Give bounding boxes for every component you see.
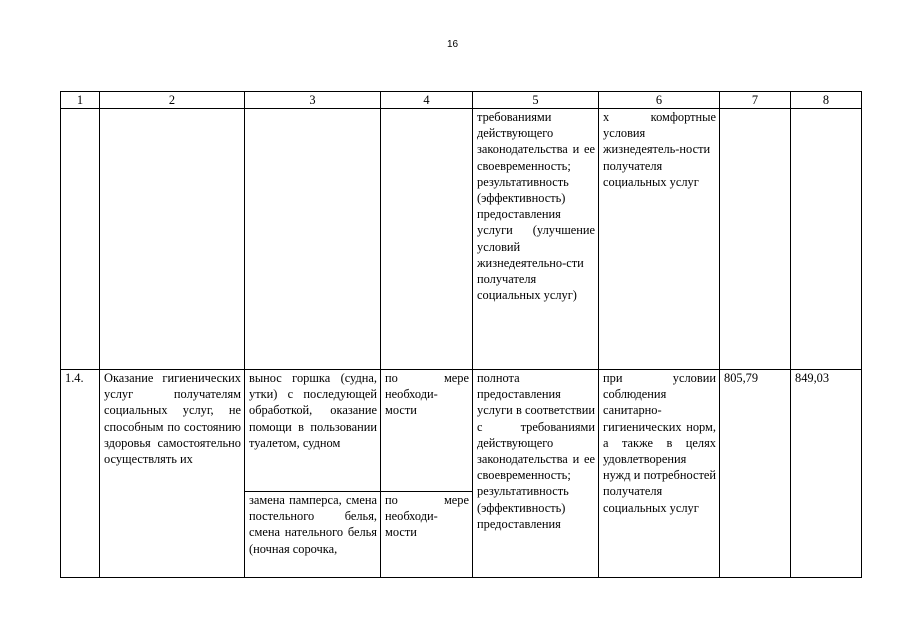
continuation-row xyxy=(61,109,862,370)
sub-service-1-desc: вынос горшка (судна, утки) с последующей обработкой, оказание помощи в пользовании туалетом, судном xyxy=(245,370,380,492)
services-table xyxy=(60,91,862,578)
sub-service-1-freq: по мере необходи-мости xyxy=(381,370,472,492)
header-cell: 4 xyxy=(381,92,473,109)
quality-cell: требованиями действующего законодательства и ее своевременность; результативность (эффективность) предоставления услуги (улучшение условий жизнедеятельно-сти получателя социальных услуг) xyxy=(473,109,599,370)
empty-cell xyxy=(791,109,862,370)
header-cell: 5 xyxy=(473,92,599,109)
empty-cell xyxy=(61,109,100,370)
header-cell: 1 xyxy=(61,92,100,109)
quality-cell: полнота предоставления услуги в соответствии с требованиями действующего законодательства и ее своевременность; результативность (эффективность) предоставления xyxy=(473,370,599,578)
row-number: 1.4. xyxy=(61,370,100,578)
service-name: Оказание гигиенических услуг получателям социальных услуг, не способным по состоянию здоровья самостоятельно осуществлять их xyxy=(100,370,245,578)
header-cell: 3 xyxy=(245,92,381,109)
conditions-cell: х комфортные условия жизнедеятель-ности получателя социальных услуг xyxy=(599,109,720,370)
empty-cell xyxy=(100,109,245,370)
price-cell-1: 805,79 xyxy=(720,370,791,578)
page-number: 16 xyxy=(446,39,459,50)
header-cell: 6 xyxy=(599,92,720,109)
header-cell: 2 xyxy=(100,92,245,109)
empty-cell xyxy=(720,109,791,370)
table-row xyxy=(61,370,862,578)
price-cell-2: 849,03 xyxy=(791,370,862,578)
service-description xyxy=(245,370,381,578)
empty-cell xyxy=(245,109,381,370)
empty-cell xyxy=(381,109,473,370)
header-row xyxy=(61,92,862,109)
header-cell: 8 xyxy=(791,92,862,109)
sub-service-2-desc: замена памперса, смена постельного белья, смена нательного белья (ночная сорочка, xyxy=(249,493,377,556)
conditions-cell: при условии соблюдения санитарно-гигиенических норм, а также в целях удовлетворения нужд и потребностей получателя социальных услуг xyxy=(599,370,720,578)
sub-service-2-freq: по мере необходи-мости xyxy=(385,493,469,540)
frequency xyxy=(381,370,473,578)
header-cell: 7 xyxy=(720,92,791,109)
